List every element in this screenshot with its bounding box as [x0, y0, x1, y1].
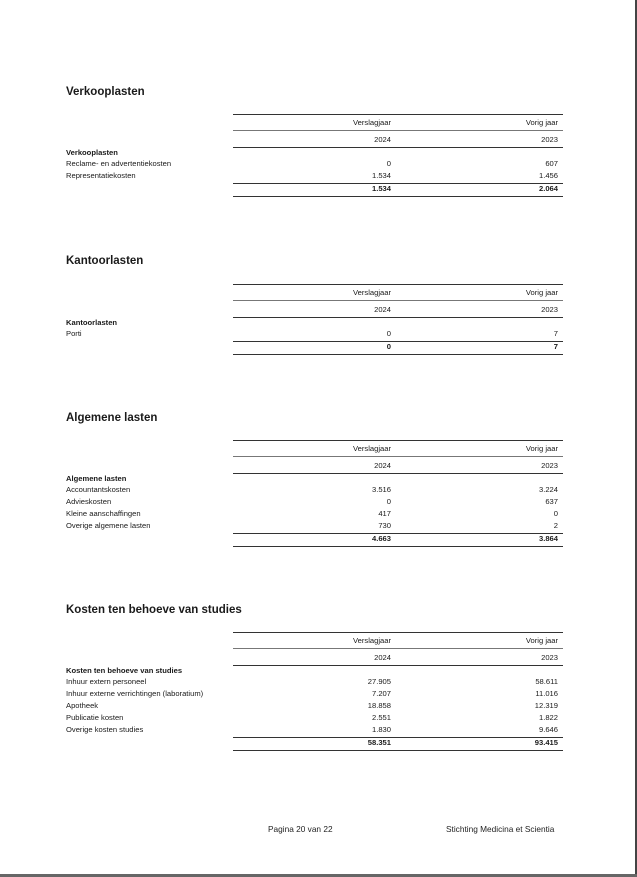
column-header-previous-year: Vorig jaar [525, 288, 558, 297]
table-rule [233, 632, 563, 633]
group-title: Kantoorlasten [66, 318, 118, 327]
row-value-current: 1.830 [371, 725, 391, 734]
row-label: Apotheek [66, 701, 99, 710]
table-rule [233, 114, 563, 115]
column-header-current-year: Verslagjaar [353, 118, 391, 127]
group-title: Algemene lasten [66, 474, 127, 483]
section-kosten-studies [66, 602, 564, 747]
table-rule [233, 196, 563, 197]
section-title: Kosten ten behoeve van studies [66, 604, 242, 616]
table-row-total [66, 737, 564, 749]
total-previous: 93.415 [534, 738, 558, 747]
table-row [66, 688, 564, 700]
table-row [66, 484, 564, 496]
column-header-previous-year: Vorig jaar [525, 636, 558, 645]
table-row [66, 520, 564, 532]
table-rule [233, 284, 563, 285]
row-value-previous: 7 [553, 329, 558, 338]
group-title: Kosten ten behoeve van studies [66, 666, 183, 675]
column-header-current-year: Verslagjaar [353, 636, 391, 645]
row-label: Reclame- en advertentiekosten [66, 159, 172, 168]
row-value-current: 0 [386, 329, 391, 338]
table-row [66, 496, 564, 508]
table-row [66, 724, 564, 736]
row-value-previous: 3.224 [538, 485, 558, 494]
row-value-previous: 0 [553, 509, 558, 518]
section-verkooplasten [66, 84, 564, 193]
table-row [66, 700, 564, 712]
table-rule [233, 440, 563, 441]
row-value-previous: 607 [545, 159, 558, 168]
row-label: Porti [66, 329, 82, 338]
row-label: Accountantskosten [66, 485, 131, 494]
year-current: 2024 [374, 653, 391, 662]
table-row-total [66, 341, 564, 353]
row-value-current: 0 [386, 497, 391, 506]
row-label: Publicatie kosten [66, 713, 124, 722]
row-value-previous: 1.456 [538, 171, 558, 180]
row-value-previous: 11.016 [535, 689, 558, 698]
group-title: Verkooplasten [66, 148, 118, 157]
row-value-previous: 58.611 [535, 677, 558, 686]
year-previous: 2023 [541, 135, 558, 144]
table-rule [233, 546, 563, 547]
row-label: Representatiekosten [66, 171, 136, 180]
year-previous: 2023 [541, 305, 558, 314]
row-label: Overige algemene lasten [66, 521, 151, 530]
column-header-current-year: Verslagjaar [353, 444, 391, 453]
year-previous: 2023 [541, 653, 558, 662]
section-title: Algemene lasten [66, 412, 158, 424]
table-rule [233, 750, 563, 751]
row-value-current: 18.858 [367, 701, 391, 710]
section-algemene-lasten [66, 410, 564, 543]
row-value-current: 1.534 [371, 171, 391, 180]
row-value-current: 27.905 [367, 677, 391, 686]
table-row-total [66, 183, 564, 195]
row-label: Advieskosten [66, 497, 112, 506]
table-rule [233, 300, 563, 301]
row-label: Overige kosten studies [66, 725, 144, 734]
total-current: 58.351 [367, 738, 391, 747]
year-current: 2024 [374, 461, 391, 470]
total-current: 4.663 [371, 534, 391, 543]
row-value-current: 3.516 [371, 485, 391, 494]
table-rule [233, 456, 563, 457]
column-header-previous-year: Vorig jaar [525, 118, 558, 127]
year-current: 2024 [374, 305, 391, 314]
year-previous: 2023 [541, 461, 558, 470]
row-value-current: 730 [378, 521, 391, 530]
column-header-previous-year: Vorig jaar [525, 444, 558, 453]
row-value-previous: 1.822 [538, 713, 558, 722]
table-rule [233, 130, 563, 131]
table-row-total [66, 533, 564, 545]
row-label: Inhuur extern personeel [66, 677, 147, 686]
table-row [66, 508, 564, 520]
row-value-current: 0 [386, 159, 391, 168]
column-header-current-year: Verslagjaar [353, 288, 391, 297]
page-number: Pagina 20 van 22 [268, 824, 333, 834]
section-kantoorlasten [66, 253, 564, 351]
row-value-previous: 2 [553, 521, 558, 530]
table-rule [233, 354, 563, 355]
row-value-current: 7.207 [371, 689, 391, 698]
row-value-previous: 637 [545, 497, 558, 506]
total-current: 0 [386, 342, 391, 351]
total-current: 1.534 [371, 184, 391, 193]
table-row [66, 712, 564, 724]
total-previous: 2.064 [538, 184, 558, 193]
section-title: Verkooplasten [66, 86, 145, 98]
row-label: Kleine aanschaffingen [66, 509, 141, 518]
table-row [66, 328, 564, 340]
organisation-name: Stichting Medicina et Scientia [446, 824, 555, 834]
total-previous: 3.864 [538, 534, 558, 543]
table-row [66, 170, 564, 182]
table-row [66, 158, 564, 170]
section-title: Kantoorlasten [66, 255, 144, 267]
total-previous: 7 [553, 342, 558, 351]
table-rule [233, 648, 563, 649]
row-value-current: 2.551 [371, 713, 391, 722]
row-label: Inhuur externe verrichtingen (laboratium) [66, 689, 204, 698]
row-value-previous: 9.646 [538, 725, 558, 734]
row-value-previous: 12.319 [534, 701, 558, 710]
row-value-current: 417 [378, 509, 391, 518]
year-current: 2024 [374, 135, 391, 144]
table-row [66, 676, 564, 688]
